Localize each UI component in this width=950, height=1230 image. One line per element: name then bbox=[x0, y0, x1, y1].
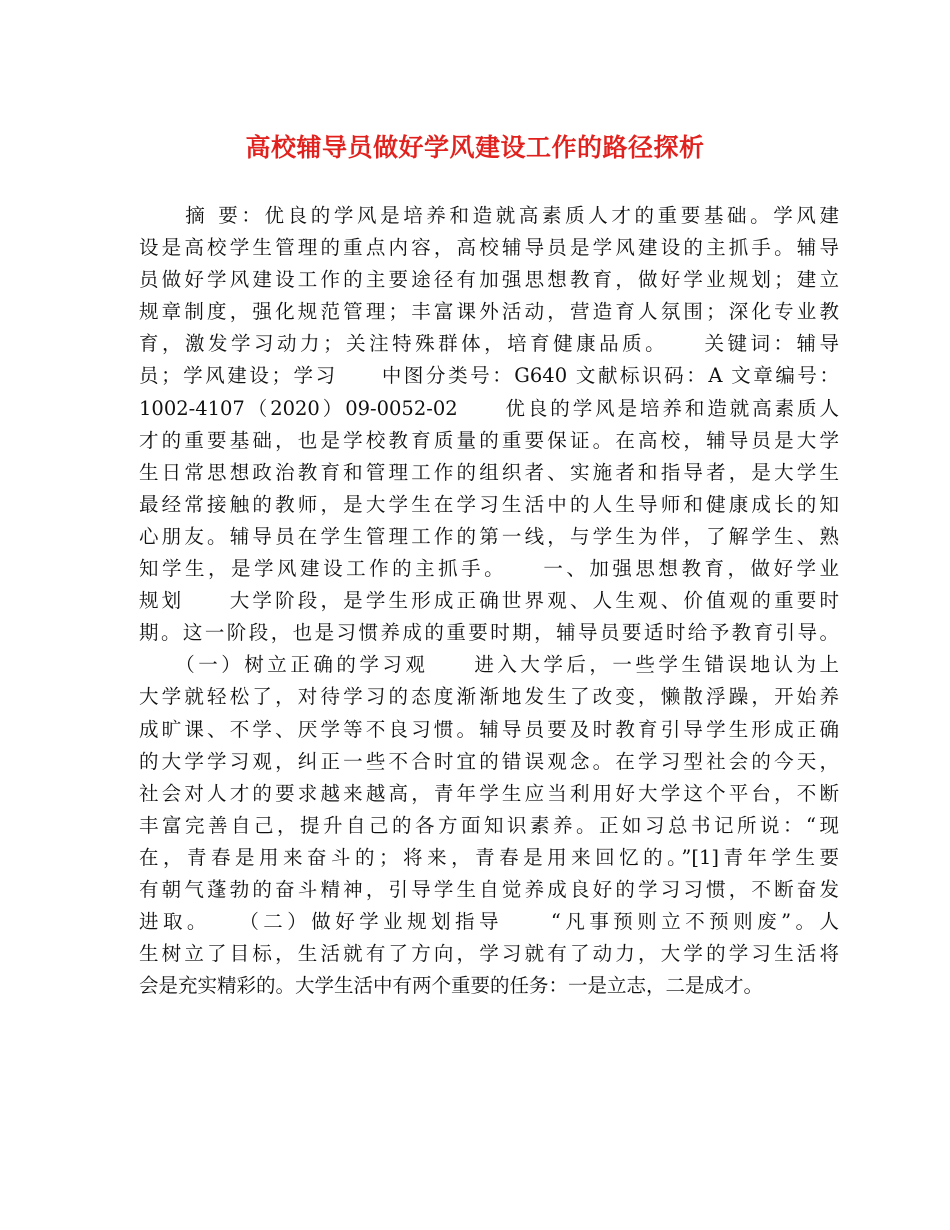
text-line: （一）树立正确的学习观 进入大学后，一些学生错误地认为上 bbox=[139, 653, 839, 677]
text-line: 生日常思想政治教育和管理工作的组织者、实施者和指导者，是大学生 bbox=[139, 460, 839, 484]
text-line: 摘 要：优良的学风是培养和造就高素质人才的重要基础。学风建 bbox=[139, 204, 839, 227]
text-line: 最经常接触的教师，是大学生在学习生活中的人生导师和健康成长的知 bbox=[139, 492, 839, 516]
text-line: 期。这一阶段，也是习惯养成的重要时期，辅导员要适时给予教育引导。 bbox=[139, 621, 839, 645]
text-line: 会是充实精彩的。大学生活中有两个重要的任务：一是立志，二是成才。 bbox=[139, 974, 764, 998]
text-line: 在，青春是用来奋斗的；将来，青春是用来回忆的。”[1]青年学生要 bbox=[139, 845, 839, 869]
text-line: 社会对人才的要求越来越高，青年学生应当利用好大学这个平台，不断 bbox=[139, 781, 839, 805]
text-line: 的大学学习观，纠正一些不合时宜的错误观念。在学习型社会的今天， bbox=[139, 749, 839, 773]
text-line: 1002-4107（2020）09-0052-02 优良的学风是培养和造就高素质人 bbox=[139, 396, 839, 420]
text-line: 成旷课、不学、厌学等不良习惯。辅导员要及时教育引导学生形成正确 bbox=[139, 717, 839, 741]
text-line: 规章制度，强化规范管理；丰富课外活动，营造育人氛围；深化专业教 bbox=[139, 300, 839, 324]
text-line: 员；学风建设；学习 中图分类号：G640 文献标识码：A 文章编号： bbox=[139, 364, 839, 388]
document-body bbox=[139, 200, 839, 1002]
text-line: 知学生，是学风建设工作的主抓手。 一、加强思想教育，做好学业 bbox=[139, 557, 839, 581]
document-title: 高校辅导员做好学风建设工作的路径探析 bbox=[245, 133, 705, 162]
text-line: 进取。 （二）做好学业规划指导 “凡事预则立不预则废”。人 bbox=[139, 910, 839, 934]
text-line: 才的重要基础，也是学校教育质量的重要保证。在高校，辅导员是大学 bbox=[139, 428, 839, 452]
text-line: 心朋友。辅导员在学生管理工作的第一线，与学生为伴，了解学生、熟 bbox=[139, 524, 839, 548]
text-line: 员做好学风建设工作的主要途径有加强思想教育，做好学业规划；建立 bbox=[139, 268, 839, 292]
text-line: 生树立了目标，生活就有了方向，学习就有了动力，大学的学习生活将 bbox=[139, 942, 839, 966]
text-line: 丰富完善自己，提升自己的各方面知识素养。正如习总书记所说：“现 bbox=[139, 813, 839, 837]
text-line: 有朝气蓬勃的奋斗精神，引导学生自觉养成良好的学习习惯，不断奋发 bbox=[139, 877, 839, 901]
text-line: 大学就轻松了，对待学习的态度渐渐地发生了改变，懒散浮躁，开始养 bbox=[139, 685, 839, 709]
text-line: 设是高校学生管理的重点内容，高校辅导员是学风建设的主抓手。辅导 bbox=[139, 236, 839, 260]
text-line: 育，激发学习动力；关注特殊群体，培育健康品质。 关键词：辅导 bbox=[139, 332, 839, 356]
text-line: 规划 大学阶段，是学生形成正确世界观、人生观、价值观的重要时 bbox=[139, 589, 839, 613]
